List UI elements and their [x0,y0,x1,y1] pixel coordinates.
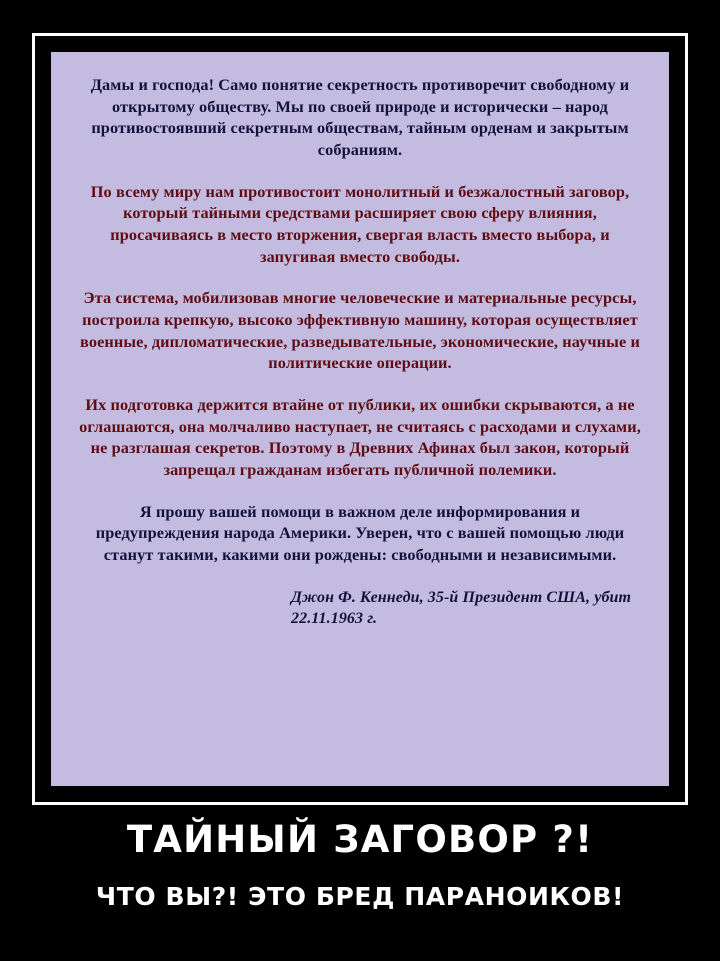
quote-paragraph-5: Я прошу вашей помощи в важном деле информирования и предупреждения народа Америки. Уверен, что с вашей помощью люди станут такими, какими они рождены: свободными и независимыми. [95,501,625,565]
quote-paragraph-2: По всему миру нам противостоит монолитный и безжалостный заговор, который тайными средствами расширяет свою сферу влияния, просачиваясь в место вторжения, свергая власть вместо выбора, и запугивая вместо свободы. [90,181,630,266]
caption-title: ТАЙНЫЙ ЗАГОВОР ?! [126,818,594,861]
quote-paragraph-1: Дамы и господа! Само понятие секретность противоречит свободному и открытому обществу. Мы по своей природе и исторически – народ противостоявший секретным обществам, тайным орденам и закрытым собраниям. [90,75,630,160]
caption-block [0,820,720,910]
quote-paragraph-3: Эта система, мобилизовав многие человеческие и материальные ресурсы, построила крепкую, высоко эффективную машину, которая осуществляет военные, дипломатические, разведывательные, экономические, научные и политические операции. [80,288,640,373]
quote-panel [51,52,669,786]
caption-subtitle: ЧТО ВЫ?! ЭТО БРЕД ПАРАНОИКОВ! [95,881,625,911]
quote-paragraph-4: Их подготовка держится втайне от публики, их ошибки скрываются, а не оглашаются, она молчаливо наступает, не считаясь с расходами и слухами, не разглашая секретов. Поэтому в Древних Афинах был закон, который запрещал гражданам избегать публичной полемики. [79,395,641,480]
quote-frame [32,33,688,805]
quote-text-block [51,52,669,643]
quote-attribution: Джон Ф. Кеннеди, 35-й Президент США, убит 22.11.1963 г. [291,588,632,627]
